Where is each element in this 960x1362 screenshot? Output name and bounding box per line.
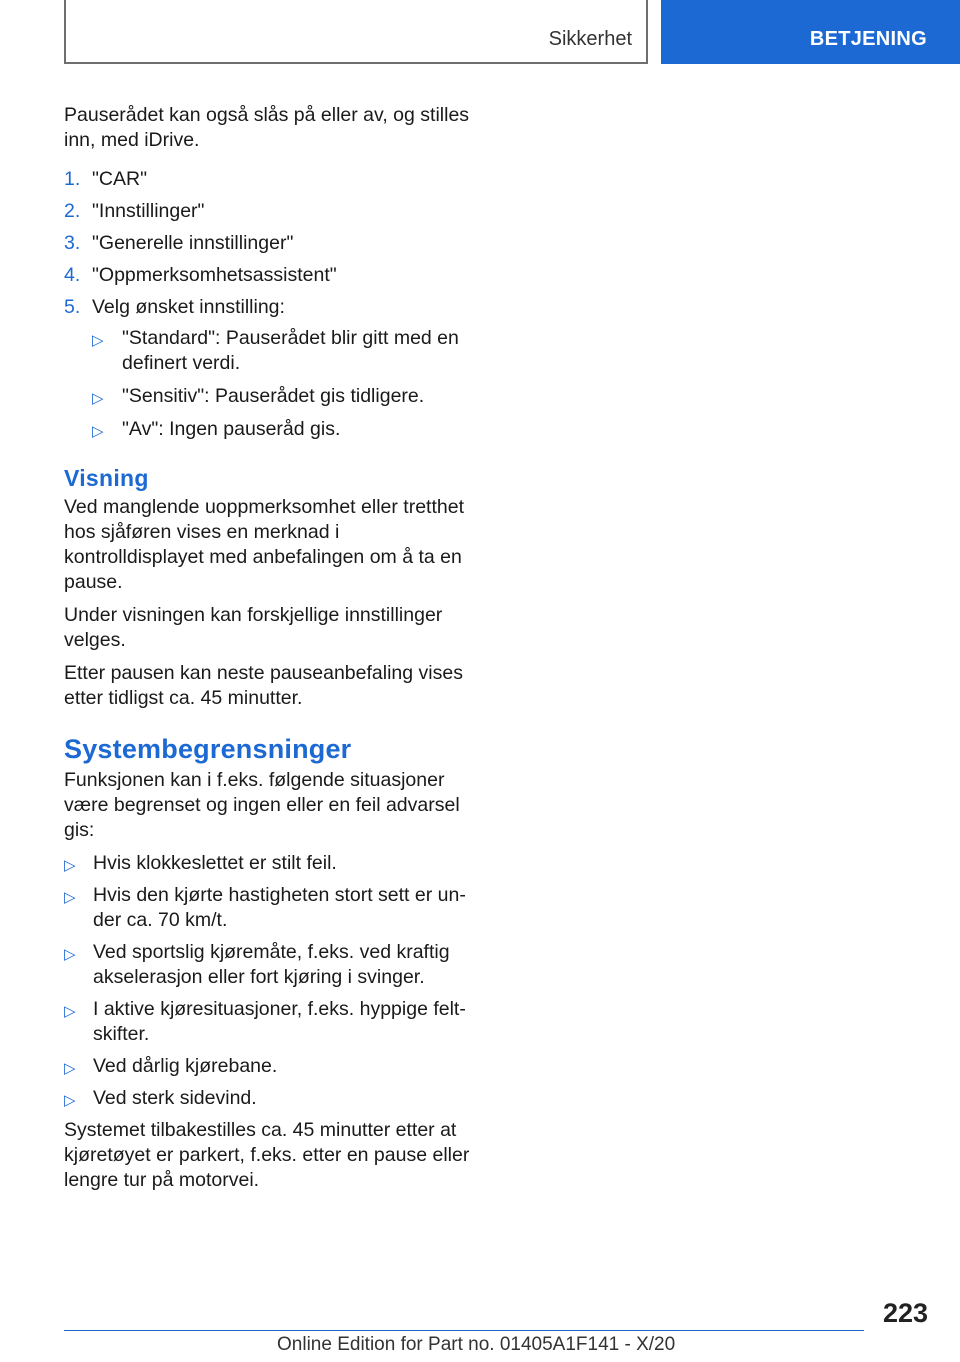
step-item [64,167,476,192]
limit-item [64,883,476,933]
triangle-bullet-icon: ▷ [64,889,76,906]
triangle-bullet-icon: ▷ [92,332,104,349]
header-section-box [64,0,648,64]
limit-text: Hvis klokkeslettet er stilt feil. [93,852,337,874]
visning-paragraph: Under visningen kan forskjellige innstillinger velges. [64,604,443,651]
limit-text: Ved dårlig kjørebane. [93,1055,278,1077]
step-text: "Oppmerksomhetsassistent" [92,264,337,286]
footer-divider [64,1330,864,1331]
step-text: Velg ønsket innstilling: [92,296,285,318]
intro-paragraph: Pauserådet kan også slås på eller av, og stilles inn, med iDrive. [64,104,470,151]
step-item [64,199,476,224]
limit-text: Ved sterk sidevind. [93,1087,257,1109]
step-text: "Innstillinger" [92,200,205,222]
system-limits-intro: Funksjonen kan i f.eks. følgende situasjoner være begrenset og ingen eller en feil advarsel gis: [64,769,460,841]
limit-item [64,940,476,990]
triangle-bullet-icon: ▷ [92,423,104,440]
limits-list [64,851,476,1111]
page-content [64,103,476,1201]
visning-paragraph: Etter pausen kan neste pauseanbefaling vises etter tidligst ca. 45 minutter. [64,662,463,709]
steps-list [64,167,476,442]
step-item [64,295,476,442]
option-text: "Av": Ingen pauseråd gis. [122,418,341,440]
step-item [64,231,476,256]
step-number: 1. [64,168,81,190]
limit-text: I aktive kjøresituasjoner, f.eks. hyppige feltskifter. [93,998,466,1045]
step-number: 4. [64,264,81,286]
option-item [92,384,476,409]
limit-text: Ved sportslig kjøremåte, f.eks. ved kraftig akselerasjon eller fort kjøring i svinger. [93,941,450,988]
triangle-bullet-icon: ▷ [64,857,76,874]
step-number: 5. [64,296,81,318]
options-list [92,326,476,442]
triangle-bullet-icon: ▷ [92,390,104,407]
header-chapter-tab[interactable] [661,0,960,64]
system-limits-heading: Systembegrensninger [64,734,352,764]
footer-edition-link[interactable]: Online Edition for Part no. 01405A1F141 - X/20 [277,1334,676,1355]
step-item [64,263,476,288]
triangle-bullet-icon: ▷ [64,1003,76,1020]
page-number: 223 [882,1298,928,1328]
step-number: 2. [64,200,81,222]
triangle-bullet-icon: ▷ [64,1092,76,1109]
triangle-bullet-icon: ▷ [64,1060,76,1077]
limit-item [64,1086,476,1111]
header-section-title: Sikkerhet [548,28,632,50]
option-text: "Standard": Pauserådet blir gitt med en definert verdi. [122,327,459,374]
limit-item [64,997,476,1047]
visning-paragraph: Ved manglende uoppmerksomhet eller tretthet hos sjåføren vises en merknad i kontrolldisplayet med anbefalingen om å ta en pause. [64,496,464,593]
triangle-bullet-icon: ▷ [64,946,76,963]
limit-item [64,1054,476,1079]
header-chapter-title: BETJENING [809,28,927,50]
visning-heading: Visning [64,465,149,491]
step-text: "Generelle innstillinger" [92,232,294,254]
limit-item [64,851,476,876]
option-item [92,417,476,442]
step-text: "CAR" [92,168,148,190]
limit-text: Hvis den kjørte hastigheten stort sett er under ca. 70 km/t. [93,884,466,931]
option-text: "Sensitiv": Pauserådet gis tidligere. [122,385,425,407]
system-reset-paragraph: Systemet tilbakestilles ca. 45 minutter etter at kjøretøyet er parkert, f.eks. etter en pause eller lengre tur på motorvei. [64,1119,470,1191]
option-item [92,326,476,376]
step-number: 3. [64,232,81,254]
